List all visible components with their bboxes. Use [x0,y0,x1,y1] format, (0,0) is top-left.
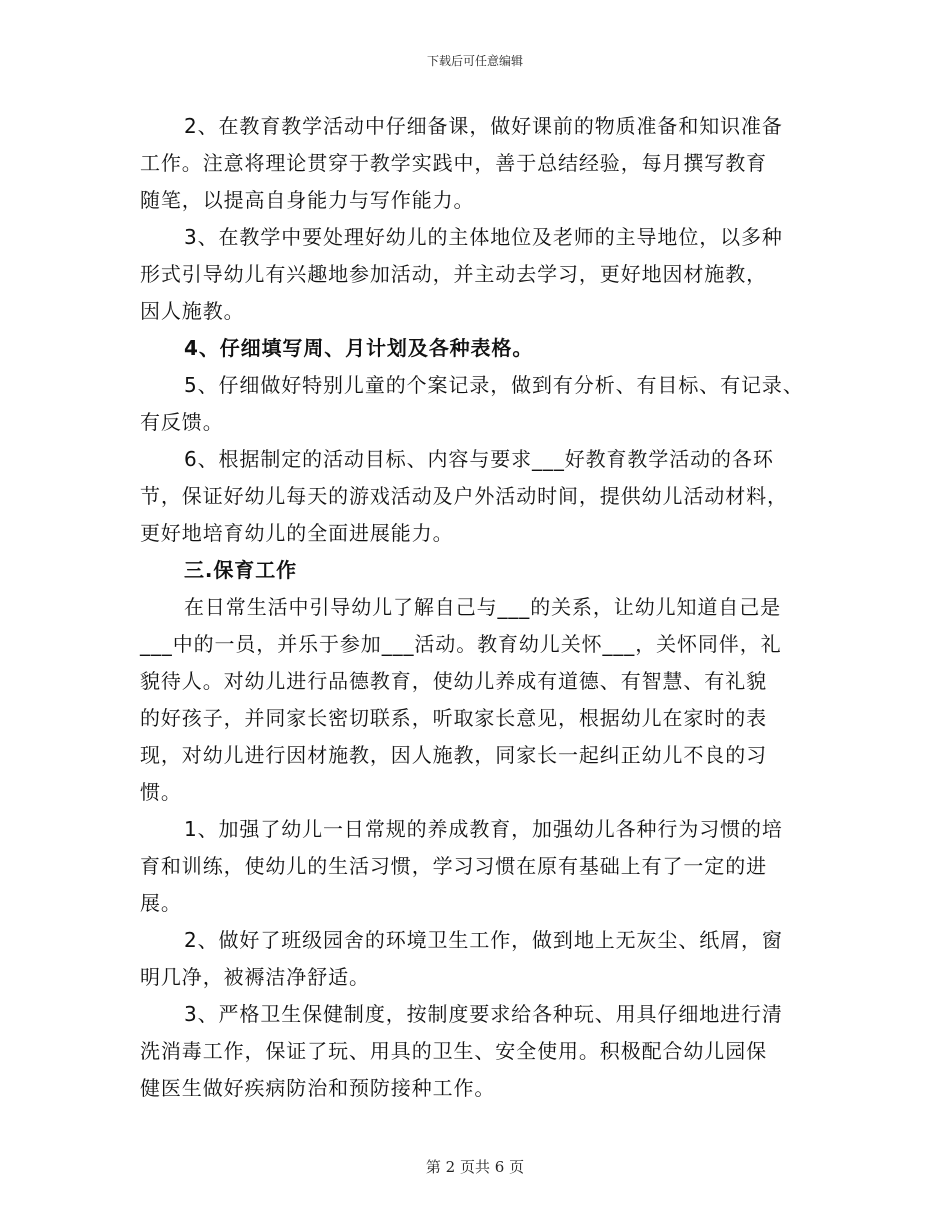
section-heading-line: 三.保育工作 [184,558,297,582]
section-heading-line: 4、仔细填写周、月计划及各种表格。 [184,336,534,360]
body-text-line: 因人施教。 [140,299,245,323]
body-text-line: 展。 [140,891,182,915]
body-text-line: 3、严格卫生保健制度，按制度要求给各种玩、用具仔细地进行清 [184,1002,783,1026]
body-text-line: 的好孩子，并同家长密切联系，听取家长意见，根据幼儿在家时的表 [140,706,767,730]
body-text-line: 5、仔细做好特别儿童的个案记录，做到有分析、有目标、有记录、 [184,373,804,397]
body-text-line: 形式引导幼儿有兴趣地参加活动，并主动去学习，更好地因材施教， [140,262,767,286]
body-text-line: 健医生做好疾病防治和预防接种工作。 [140,1076,496,1100]
body-text-line: 节，保证好幼儿每天的游戏活动及户外活动时间，提供幼儿活动材料， [140,484,788,508]
body-text-line: ___中的一员，并乐于参加___活动。教育幼儿关怀___，关怀同伴，礼 [140,632,782,656]
page-footer: 第 2 页共 6 页 [425,1158,525,1176]
document-body [140,108,830,1107]
body-text-line: 2、在教育教学活动中仔细备课，做好课前的物质准备和知识准备 [184,114,783,138]
body-text-line: 在日常生活中引导幼儿了解自己与___的关系，让幼儿知道自己是 [184,595,781,619]
body-text-line: 育和训练，使幼儿的生活习惯，学习习惯在原有基础上有了一定的进 [140,854,767,878]
body-text-line: 6、根据制定的活动目标、内容与要求___好教育教学活动的各环 [184,447,774,471]
body-text-line: 惯。 [140,780,182,804]
body-text-line: 3、在教学中要处理好幼儿的主体地位及老师的主导地位，以多种 [184,225,783,249]
body-text-line: 有反馈。 [140,410,224,434]
body-text-line: 洗消毒工作，保证了玩、用具的卫生、安全使用。积极配合幼儿园保 [140,1039,767,1063]
body-text-line: 随笔，以提高自身能力与写作能力。 [140,188,475,212]
page-header: 下载后可任意编辑 [426,54,523,68]
body-text-line: 明几净，被褥洁净舒适。 [140,965,370,989]
body-text-line: 貌待人。对幼儿进行品德教育，使幼儿养成有道德、有智慧、有礼貌 [140,669,767,693]
body-text-line: 2、做好了班级园舍的环境卫生工作，做到地上无灰尘、纸屑，窗 [184,928,783,952]
body-text-line: 工作。注意将理论贯穿于教学实践中，善于总结经验，每月撰写教育 [140,151,767,175]
body-text-line: 现，对幼儿进行因材施教，因人施教，同家长一起纠正幼儿不良的习 [140,743,767,767]
body-text-line: 1、加强了幼儿一日常规的养成教育，加强幼儿各种行为习惯的培 [184,817,783,841]
body-text-line: 更好地培育幼儿的全面进展能力。 [140,521,454,545]
